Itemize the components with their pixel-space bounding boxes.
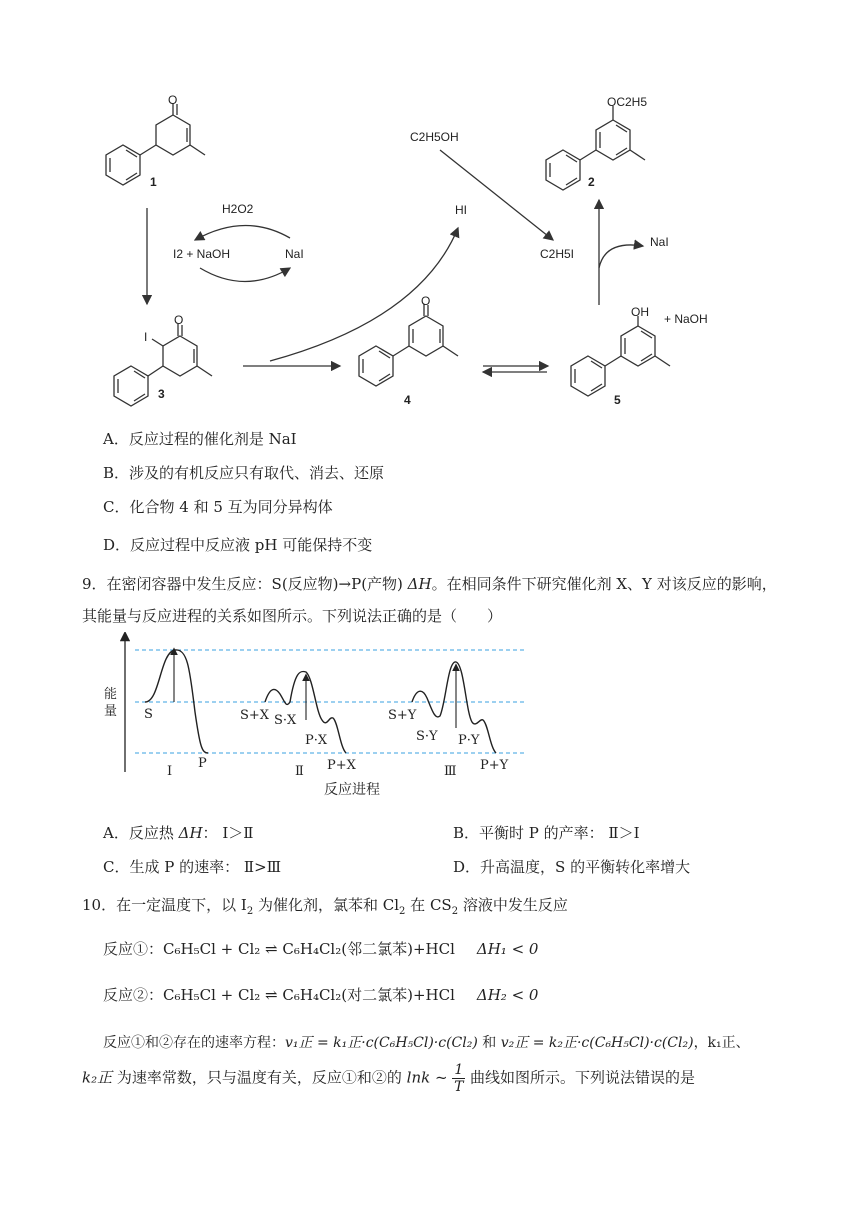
compound-3-iodo: I	[144, 330, 148, 344]
curve-label-II: Ⅱ	[295, 764, 304, 779]
q8-option-b: B．涉及的有机反应只有取代、消去、还原	[103, 464, 385, 482]
reagent-i2-naoh: I2 + NaOH	[173, 247, 231, 261]
q10-stem: 10．在一定温度下，以 $I_2$ 为催化剂，氯苯和 $Cl_2$ 在 $CS_2$ 溶液中发生反应	[82, 896, 568, 917]
q10-reaction-2: 反应②：C₆H₅Cl + Cl₂ ⇌ C₆H₄Cl₂(对二氯苯)+HCl ΔH₂ < 0	[103, 986, 539, 1004]
label-P-plus-X: P+X	[327, 758, 356, 773]
compound-1-carbonyl-o: O	[168, 93, 178, 107]
xlabel: 反应进程	[324, 782, 380, 798]
curve-label-I: Ⅰ	[167, 764, 173, 779]
q10-reaction-1: 反应①：C₆H₅Cl + Cl₂ ⇌ C₆H₄Cl₂(邻二氯苯)+HCl ΔH₁ < 0	[103, 940, 539, 958]
label-S-X: S·X	[274, 713, 297, 728]
compound-5-number: 5	[614, 393, 621, 407]
label-P: P	[198, 756, 207, 771]
compound-5-structure	[571, 316, 670, 396]
q8-option-a: A．反应过程的催化剂是 NaI	[103, 430, 297, 448]
energy-diagram	[90, 632, 530, 802]
label-S-plus-Y: S+Y	[388, 708, 417, 723]
compound-5-hydroxyl: OH	[631, 305, 649, 319]
label-P-plus-Y: P+Y	[480, 758, 509, 773]
q9-option-d: D．升高温度，S 的平衡转化率增大	[453, 858, 691, 876]
label-P-X: P·X	[305, 733, 328, 748]
compound-4-carbonyl-o: O	[421, 294, 431, 308]
compound-2-ethoxy: OC2H5	[607, 95, 648, 109]
compound-4-structure	[359, 304, 458, 386]
q9-option-a: A．反应热 ΔH： Ⅰ＞Ⅱ	[103, 824, 254, 842]
q8-option-d: D．反应过程中反应液 pH 可能保持不变	[103, 536, 373, 554]
q10-rate-equations: 反应①和②存在的速率方程：v₁正 = k₁正·c(C₆H₅Cl)·c(Cl₂) 和 v₂正 = k₂正·c(C₆H₅Cl)·c(Cl₂)，k₁正、	[103, 1035, 750, 1051]
compound-3-number: 3	[158, 387, 165, 401]
compound-2-number: 2	[588, 175, 595, 189]
q9-option-b: B．平衡时 P 的产率： Ⅱ＞Ⅰ	[453, 824, 640, 842]
reagent-c2h5i: C2H5I	[540, 247, 575, 261]
compound-1-number: 1	[150, 175, 157, 189]
q10-line4: k₂正 为速率常数，只与温度有关，反应①和②的 lnk ~ $\frac{1}{T}$ 曲线如图所示。下列说法错误的是	[82, 1062, 696, 1095]
fraction-one-over-t: $\frac{1}{T}$	[454, 1062, 464, 1095]
label-S-Y: S·Y	[416, 729, 438, 744]
reagent-nai-cycle: NaI	[285, 247, 304, 261]
label-S-plus-X: S+X	[240, 708, 270, 723]
reagent-h2o2: H2O2	[222, 202, 254, 216]
reagent-c2h5oh: C2H5OH	[410, 130, 459, 144]
compound-3-carbonyl-o: O	[174, 313, 184, 327]
compound-2-structure	[546, 106, 645, 190]
q9-option-c: C．生成 P 的速率： Ⅱ>Ⅲ	[103, 858, 282, 876]
label-P-Y: P·Y	[458, 733, 480, 748]
curve-I	[145, 650, 208, 753]
curve-label-III: Ⅲ	[444, 764, 457, 779]
compound-4-number: 4	[404, 393, 411, 407]
q8-option-c: C．化合物 4 和 5 互为同分异构体	[103, 498, 333, 516]
reaction-scheme	[0, 80, 860, 410]
ylabel-neng: 能	[104, 687, 118, 702]
ylabel-liang: 量	[104, 704, 118, 719]
reagent-nai-out: NaI	[650, 235, 669, 249]
compound-1-structure	[106, 103, 205, 185]
compound-5-naoh: + NaOH	[664, 312, 708, 326]
q9-stem-line2: 其能量与反应进程的关系如图所示。下列说法正确的是（ ）	[82, 607, 503, 625]
label-S: S	[144, 707, 153, 722]
reagent-hi: HI	[455, 203, 467, 217]
q9-stem-line1: 9．在密闭容器中发生反应：S(反应物)→P(产物) ΔH。在相同条件下研究催化剂 X、Y 对该反应的影响，	[82, 575, 777, 593]
